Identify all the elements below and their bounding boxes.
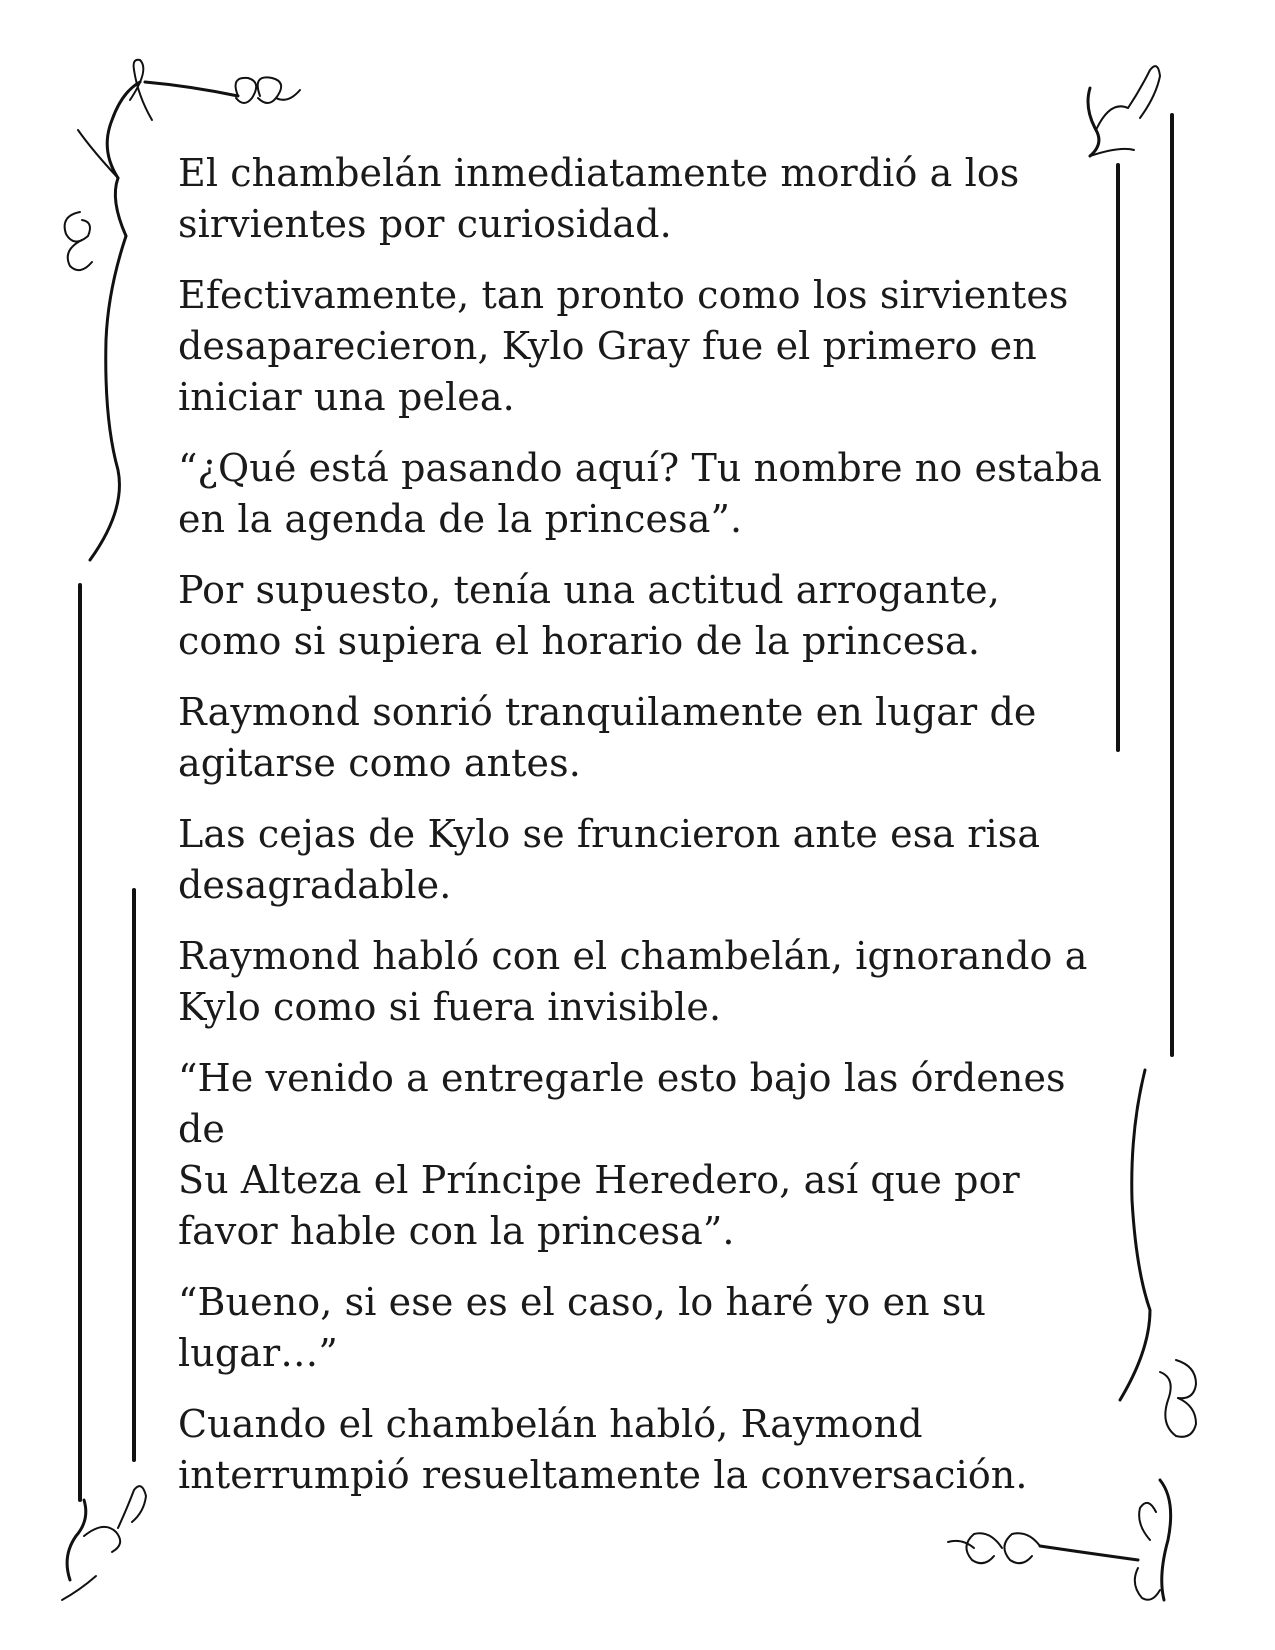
bottom-left-flourish-icon (62, 1486, 146, 1600)
paragraph-3: “¿Qué está pasando aquí? Tu nombre no estaba en la agenda de la princesa”. (178, 446, 1103, 541)
story-text (178, 148, 1118, 1521)
paragraph-10: Cuando el chambelán habló, Raymond interrumpió resueltamente la conversación. (178, 1402, 1028, 1497)
paragraph-1: El chambelán inmediatamente mordió a los sirvientes por curiosidad. (178, 151, 1020, 246)
paragraph-7: Raymond habló con el chambelán, ignorando a Kylo como si fuera invisible. (178, 934, 1088, 1029)
paragraph-5: Raymond sonrió tranquilamente en lugar de agitarse como antes. (178, 690, 1037, 785)
paragraph-9: “Bueno, si ese es el caso, lo haré yo en su lugar…” (178, 1280, 987, 1375)
paragraph-2: Efectivamente, tan pronto como los sirvientes desaparecieron, Kylo Gray fue el primero en iniciar una pelea. (178, 273, 1069, 419)
paragraph-6: Las cejas de Kylo se fruncieron ante esa risa desagradable. (178, 812, 1041, 907)
paragraph-4: Por supuesto, tenía una actitud arrogante, como si supiera el horario de la princesa. (178, 568, 1000, 663)
paragraph-8: “He venido a entregarle esto bajo las órdenes de Su Alteza el Príncipe Heredero, así que por favor hable con la princesa”. (178, 1056, 1066, 1253)
